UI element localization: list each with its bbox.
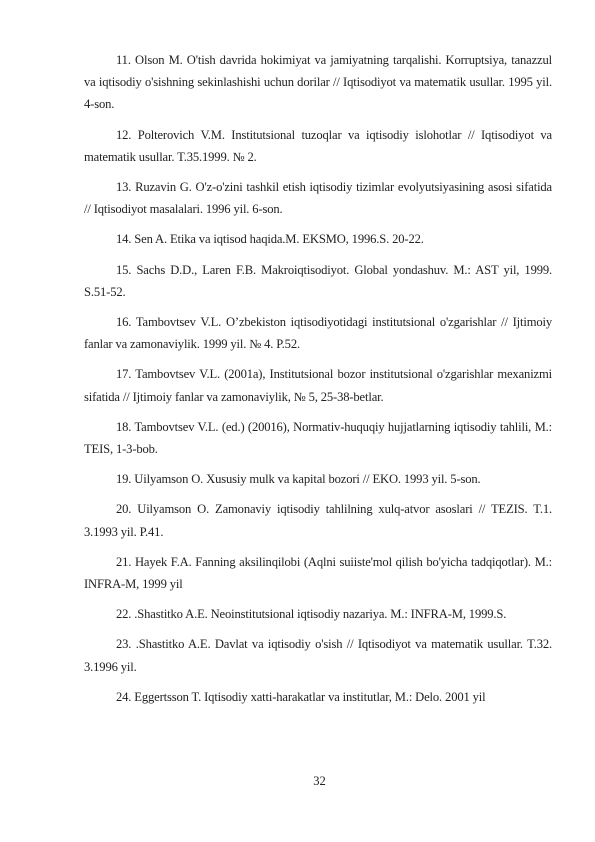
reference-item xyxy=(84,311,552,355)
reference-number: 16. xyxy=(116,315,132,330)
reference-item xyxy=(84,363,552,407)
reference-text: Polterovich V.M. Institutsional tuzoqlar va iqtisodiy islohotlar // Iqtisodiyot va matematik usullar. T.35.1999. № 2. xyxy=(84,127,552,164)
reference-text: Olson M. O'tish davrida hokimiyat va jamiyatning tarqalishi. Korruptsiya, tanazzul va iqtisodiy o'sishning sekinlashishi uchun dorilar // Iqtisodiyot va matematik usullar. 1995 yil. 4-son. xyxy=(84,53,552,112)
reference-number: 12. xyxy=(116,127,132,142)
reference-text: Sachs D.D., Laren F.B. Makroiqtisodiyot. Global yondashuv. M.: AST yil, 1999. S.51-52. xyxy=(84,262,553,299)
reference-number: 18. xyxy=(116,419,132,434)
reference-item xyxy=(84,176,552,220)
reference-text: Tambovtsev V.L. (ed.) (20016), Normativ-huquqiy hujjatlarning iqtisodiy tahlili, M.: TEIS, 1-3-bob. xyxy=(84,419,552,457)
reference-number: 11. xyxy=(116,53,131,67)
reference-text: Uilyamson O. Xususiy mulk va kapital bozori // EKO. 1993 yil. 5-son. xyxy=(134,472,481,487)
reference-item xyxy=(84,124,552,168)
reference-item xyxy=(84,468,552,490)
reference-number: 14. xyxy=(116,232,132,247)
reference-text: Sen A. Etika va iqtisod haqida.M. EKSMO, 1996.S. 20-22. xyxy=(134,232,424,247)
reference-number: 20. xyxy=(116,502,132,517)
reference-number: 22. xyxy=(116,607,132,622)
reference-number: 15. xyxy=(116,262,132,277)
reference-item xyxy=(84,416,552,460)
reference-text: Tambovtsev V.L. (2001a), Institutsional bozor institutsional o'zgarishlar mexanizmi sifatida // Ijtimoiy fanlar va zamonaviylik, № 5, 25-38-betlar. xyxy=(84,367,552,404)
reference-text: .Shastitko A.E. Davlat va iqtisodiy o'sish // Iqtisodiyot va matematik usullar. T.32. 3.1996 yil. xyxy=(84,637,553,674)
reference-number: 23. xyxy=(116,637,132,652)
reference-item xyxy=(84,228,552,250)
reference-list xyxy=(84,49,552,708)
reference-text: Tambovtsev V.L. O’zbekiston iqtisodiyotidagi institutsional o'zgarishlar // Ijtimoiy fanlar va zamonaviylik. 1999 yil. № 4. P.52. xyxy=(84,315,552,352)
reference-number: 19. xyxy=(116,472,132,487)
reference-text: Uilyamson O. Zamonaviy iqtisodiy tahlilning xulq-atvor asoslari // TEZIS. T.1. 3.1993 yil. P.41. xyxy=(84,502,553,539)
reference-text: Ruzavin G. O'z-o'zini tashkil etish iqtisodiy tizimlar evolyutsiyasining asosi sifatida // Iqtisodiyot masalalari. 1996 yil. 6-son. xyxy=(84,180,553,217)
reference-item xyxy=(84,551,552,595)
reference-number: 13. xyxy=(116,180,132,195)
reference-text: Hayek F.A. Fanning aksilinqilobi (Aqlni suiiste'mol qilish bo'yicha tadqiqotlar). M.: INFRA-M, 1999 yil xyxy=(84,554,553,592)
reference-item xyxy=(84,498,552,542)
reference-number: 21. xyxy=(116,554,132,569)
reference-item xyxy=(84,603,552,625)
reference-item xyxy=(84,633,552,677)
reference-text: .Shastitko A.E. Neoinstitutsional iqtisodiy nazariya. M.: INFRA-M, 1999.S. xyxy=(134,607,507,622)
reference-item xyxy=(84,259,552,303)
page-number: 32 xyxy=(313,774,326,788)
reference-item xyxy=(84,686,552,708)
reference-number: 24. xyxy=(116,689,132,704)
reference-text: Eggertsson T. Iqtisodiy xatti-harakatlar va institutlar, M.: Delo. 2001 yil xyxy=(134,689,486,704)
reference-number: 17. xyxy=(116,367,132,382)
reference-item xyxy=(84,49,552,116)
